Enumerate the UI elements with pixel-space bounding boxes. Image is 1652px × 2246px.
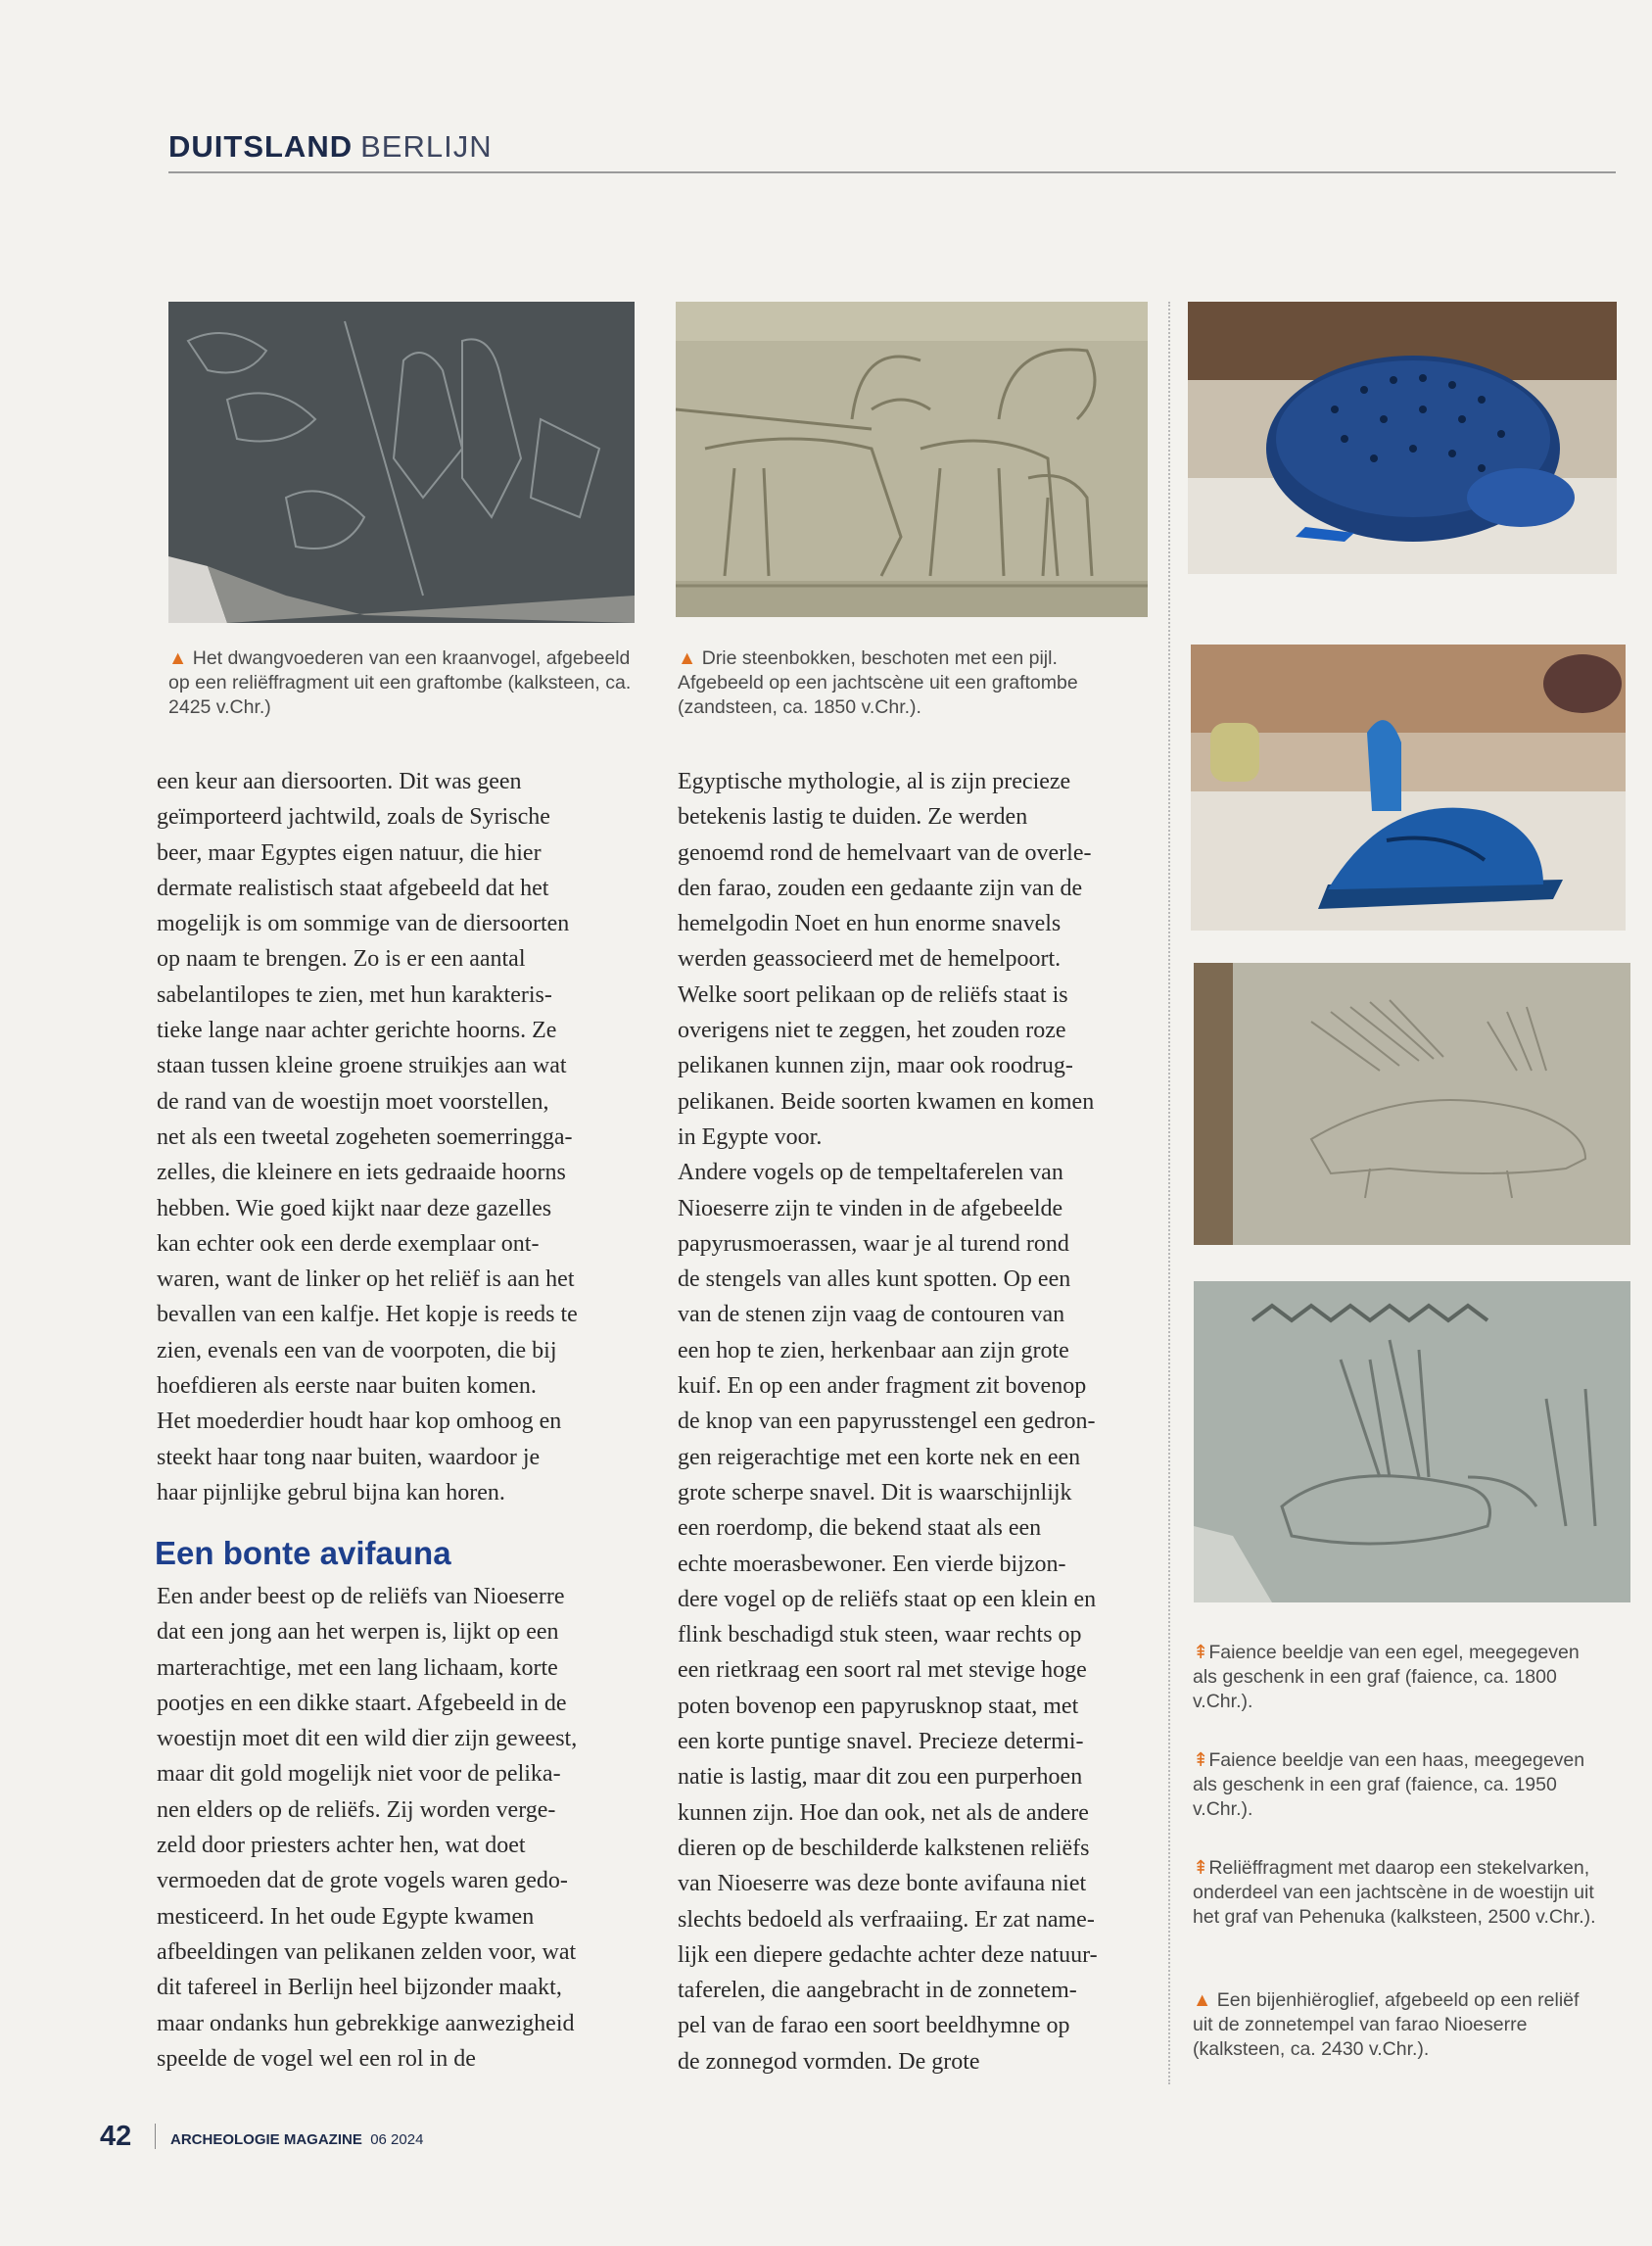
photo-ibex-relief <box>676 302 1148 617</box>
text-line: een roerdomp, die bekend staat als een <box>678 1515 1042 1542</box>
caption-photo2-text: Drie steenbokken, beschoten met een pijl. Afgebeeld op een jachtscène uit een graftombe (zandsteen, ca. 1850 v.Chr.). <box>678 647 1078 718</box>
orange-triangle-icon: ▲ <box>1193 1989 1212 2011</box>
text-line: genoemd rond de hemelvaart van de overle- <box>678 839 1092 866</box>
text-line: dere vogel op de reliëfs staat op een klein en <box>678 1586 1097 1612</box>
photo-crane-relief <box>168 302 635 623</box>
text-line: zeld door priesters achter hen, wat doet <box>157 1833 526 1859</box>
text-line: steekt haar tong naar buiten, waardoor je <box>157 1444 541 1470</box>
magazine-issue: 06 2024 <box>370 2131 424 2148</box>
footer-divider <box>155 2124 156 2149</box>
text-line: pootjes en een dikke staart. Afgebeeld in de <box>157 1690 567 1716</box>
subheading: Een bonte avifauna <box>155 1535 451 1571</box>
text-line: hemelgodin Noet en hun enorme snavels <box>678 911 1062 937</box>
text-line: taferelen, die aangebracht in de zonnetem- <box>678 1978 1077 2004</box>
caption-side-3-text: Reliëffragment met daarop een stekelvarken, onderdeel van een jachtscène in de woestijn uit het graf van Pehenuka (kalksteen, 2500 v.Chr.). <box>1193 1857 1596 1928</box>
text-line: de rand van de woestijn moet voorstellen, <box>157 1088 549 1115</box>
text-line: zien, evenals een van de voorpoten, die bij <box>157 1337 557 1363</box>
text-line: van Nioeserre was deze bonte avifauna niet <box>678 1871 1087 1897</box>
orange-triangle-icon: ▲ <box>168 647 188 669</box>
text-line: natie is lastig, maar dit zou een purperhoen <box>678 1764 1083 1791</box>
text-line: vermoeden dat de grote vogels waren gedo- <box>157 1868 568 1894</box>
text-line: in Egypte voor. <box>678 1123 823 1150</box>
photo-bee-hieroglyph <box>1194 1281 1630 1602</box>
text-line: dieren op de beschilderde kalkstenen reliëfs <box>678 1835 1090 1861</box>
text-line: tieke lange naar achter gerichte hoorns. Ze <box>157 1018 557 1044</box>
text-line: nen elders op de reliëfs. Zij worden verge- <box>157 1796 556 1823</box>
text-line: overigens niet te zeggen, het zouden roze <box>678 1018 1066 1044</box>
text-line: zelles, die kleinere en iets gedraaide hoorns <box>157 1160 566 1186</box>
header-rule <box>168 171 1616 173</box>
text-line: sabelantilopes te zien, met hun karakteris- <box>157 981 552 1008</box>
caption-side-1 <box>1193 1641 1604 1714</box>
text-line: woestijn moet dit een wild dier zijn geweest, <box>157 1726 578 1752</box>
text-line: kuif. En op een ander fragment zit bovenop <box>678 1373 1087 1400</box>
text-line: een korte puntige snavel. Precieze determi- <box>678 1729 1084 1755</box>
caption-side-4 <box>1193 1988 1604 2062</box>
text-line: beer, maar Egyptes eigen natuur, die hier <box>157 839 542 866</box>
footer-magazine <box>170 2131 423 2148</box>
text-line: geïmporteerd jachtwild, zoals de Syrische <box>157 804 550 831</box>
page-number: 42 <box>100 2121 132 2152</box>
header-country: DUITSLAND <box>168 129 354 164</box>
text-line: den farao, zouden een gedaante zijn van de <box>678 875 1083 901</box>
text-line: lijk een diepere gedachte achter deze natuur- <box>678 1941 1098 1968</box>
photo-porcupine-relief <box>1194 963 1630 1245</box>
text-line: Een ander beest op de reliëfs van Nioeserre <box>157 1584 565 1609</box>
text-line: Het moederdier houdt haar kop omhoog en <box>157 1409 562 1435</box>
text-line: een rietkraag een soort ral met stevige hoge <box>678 1657 1087 1684</box>
text-line: pel van de farao een soort beeldhymne op <box>678 2013 1070 2039</box>
text-line: afbeeldingen van pelikanen zelden voor, wat <box>157 1938 577 1965</box>
body-column-2 <box>678 764 1167 2079</box>
section-header <box>168 129 493 165</box>
caption-side-1-text: Faience beeldje van een egel, meegegeven als geschenk in een graf (faience, ca. 1800 v.Chr.). <box>1193 1642 1580 1712</box>
text-line: mesticeerd. In het oude Egypte kwamen <box>157 1903 535 1930</box>
text-line: echte moerasbewoner. Een vierde bijzon- <box>678 1551 1066 1577</box>
caption-photo1 <box>168 646 638 720</box>
text-line: een hop te zien, herkenbaar aan zijn grote <box>678 1337 1069 1363</box>
text-line: maar ondanks hun gebrekkige aanwezigheid <box>157 2010 575 2036</box>
orange-tree-icon: ⇞ <box>1193 1749 1209 1771</box>
caption-side-2-text: Faience beeldje van een haas, meegegeven als geschenk in een graf (faience, ca. 1950 v.Chr.). <box>1193 1749 1585 1820</box>
photo-hare-faience <box>1191 645 1626 931</box>
text-line: betekenis lastig te duiden. Ze werden <box>678 804 1028 831</box>
text-line: staan tussen kleine groene struikjes aan wat <box>157 1053 567 1079</box>
text-line: kan echter ook een derde exemplaar ont- <box>157 1230 540 1257</box>
text-line: Andere vogels op de tempeltaferelen van <box>678 1160 1063 1186</box>
text-line: de zonnegod vormden. De grote <box>678 2048 980 2075</box>
text-line: Welke soort pelikaan op de reliëfs staat is <box>678 981 1068 1008</box>
text-line: haar pijnlijke gebrul bijna kan horen. <box>157 1479 505 1505</box>
text-line: hoefdieren als eerste naar buiten komen. <box>157 1373 537 1400</box>
orange-tree-icon: ⇞ <box>1193 1642 1209 1663</box>
text-line: papyrusmoerassen, waar je al turend rond <box>678 1230 1069 1257</box>
body-column-1-cont <box>157 1579 646 2077</box>
caption-side-2 <box>1193 1748 1604 1822</box>
text-line: net als een tweetal zogeheten soemerringga- <box>157 1123 573 1150</box>
text-line: flink beschadigd stuk steen, waar rechts op <box>678 1622 1082 1649</box>
caption-photo1-text: Het dwangvoederen van een kraanvogel, afgebeeld op een reliëffragment uit een graftombe (kalksteen, ca. 2425 v.Chr.) <box>168 647 632 718</box>
orange-triangle-icon: ▲ <box>678 647 697 669</box>
text-line: hebben. Wie goed kijkt naar deze gazelles <box>157 1195 552 1221</box>
orange-tree-icon: ⇞ <box>1193 1857 1209 1879</box>
text-line: Nioeserre zijn te vinden in de afgebeelde <box>678 1195 1063 1221</box>
text-line: van de stenen zijn vaag de contouren van <box>678 1302 1065 1328</box>
text-line: dermate realistisch staat afgebeeld dat het <box>157 875 549 901</box>
text-line: grote scherpe snavel. Dit is waarschijnlijk <box>678 1479 1072 1505</box>
magazine-name: ARCHEOLOGIE MAGAZINE <box>170 2131 362 2148</box>
text-line: de stengels van alles kunt spotten. Op een <box>678 1266 1071 1293</box>
text-line: waren, want de linker op het reliëf is aan het <box>157 1266 575 1293</box>
photo-hedgehog-faience <box>1188 302 1617 574</box>
text-line: bevallen van een kalfje. Het kopje is reeds te <box>157 1302 578 1328</box>
text-line: de knop van een papyrusstengel een gedron- <box>678 1409 1096 1435</box>
text-line: speelde de vogel wel een rol in de <box>157 2045 476 2072</box>
text-line: pelikanen kunnen zijn, maar ook roodrug- <box>678 1053 1073 1079</box>
text-line: werden geassocieerd met de hemelpoort. <box>678 946 1062 973</box>
text-line: dat een jong aan het werpen is, lijkt op een <box>157 1619 559 1646</box>
text-line: slechts bedoeld als verfraaiing. Er zat name- <box>678 1906 1095 1933</box>
text-line: een keur aan diersoorten. Dit was geen <box>157 769 522 794</box>
caption-photo2 <box>678 646 1148 720</box>
text-line: poten bovenop een papyrusknop staat, met <box>678 1693 1079 1719</box>
text-line: Egyptische mythologie, al is zijn precieze <box>678 769 1071 794</box>
text-line: pelikanen. Beide soorten kwamen en komen <box>678 1088 1095 1115</box>
text-line: op naam te brengen. Zo is er een aantal <box>157 946 526 973</box>
column-divider <box>1168 302 1170 2084</box>
text-line: maar dit gold mogelijk niet voor de pelika- <box>157 1761 561 1788</box>
text-line: kunnen zijn. Hoe dan ook, net als de andere <box>678 1799 1089 1826</box>
header-city: BERLIJN <box>360 129 493 164</box>
text-line: marterachtige, met een lang lichaam, korte <box>157 1654 558 1681</box>
caption-side-3 <box>1193 1856 1604 1930</box>
body-column-1 <box>157 764 646 1510</box>
caption-side-4-text: Een bijenhiëroglief, afgebeeld op een reliëf uit de zonnetempel van farao Nioeserre (kalksteen, ca. 2430 v.Chr.). <box>1193 1989 1580 2060</box>
text-line: mogelijk is om sommige van de diersoorten <box>157 911 570 937</box>
text-line: dit tafereel in Berlijn heel bijzonder maakt, <box>157 1975 562 2001</box>
text-line: gen reigerachtige met een korte nek en een <box>678 1444 1081 1470</box>
